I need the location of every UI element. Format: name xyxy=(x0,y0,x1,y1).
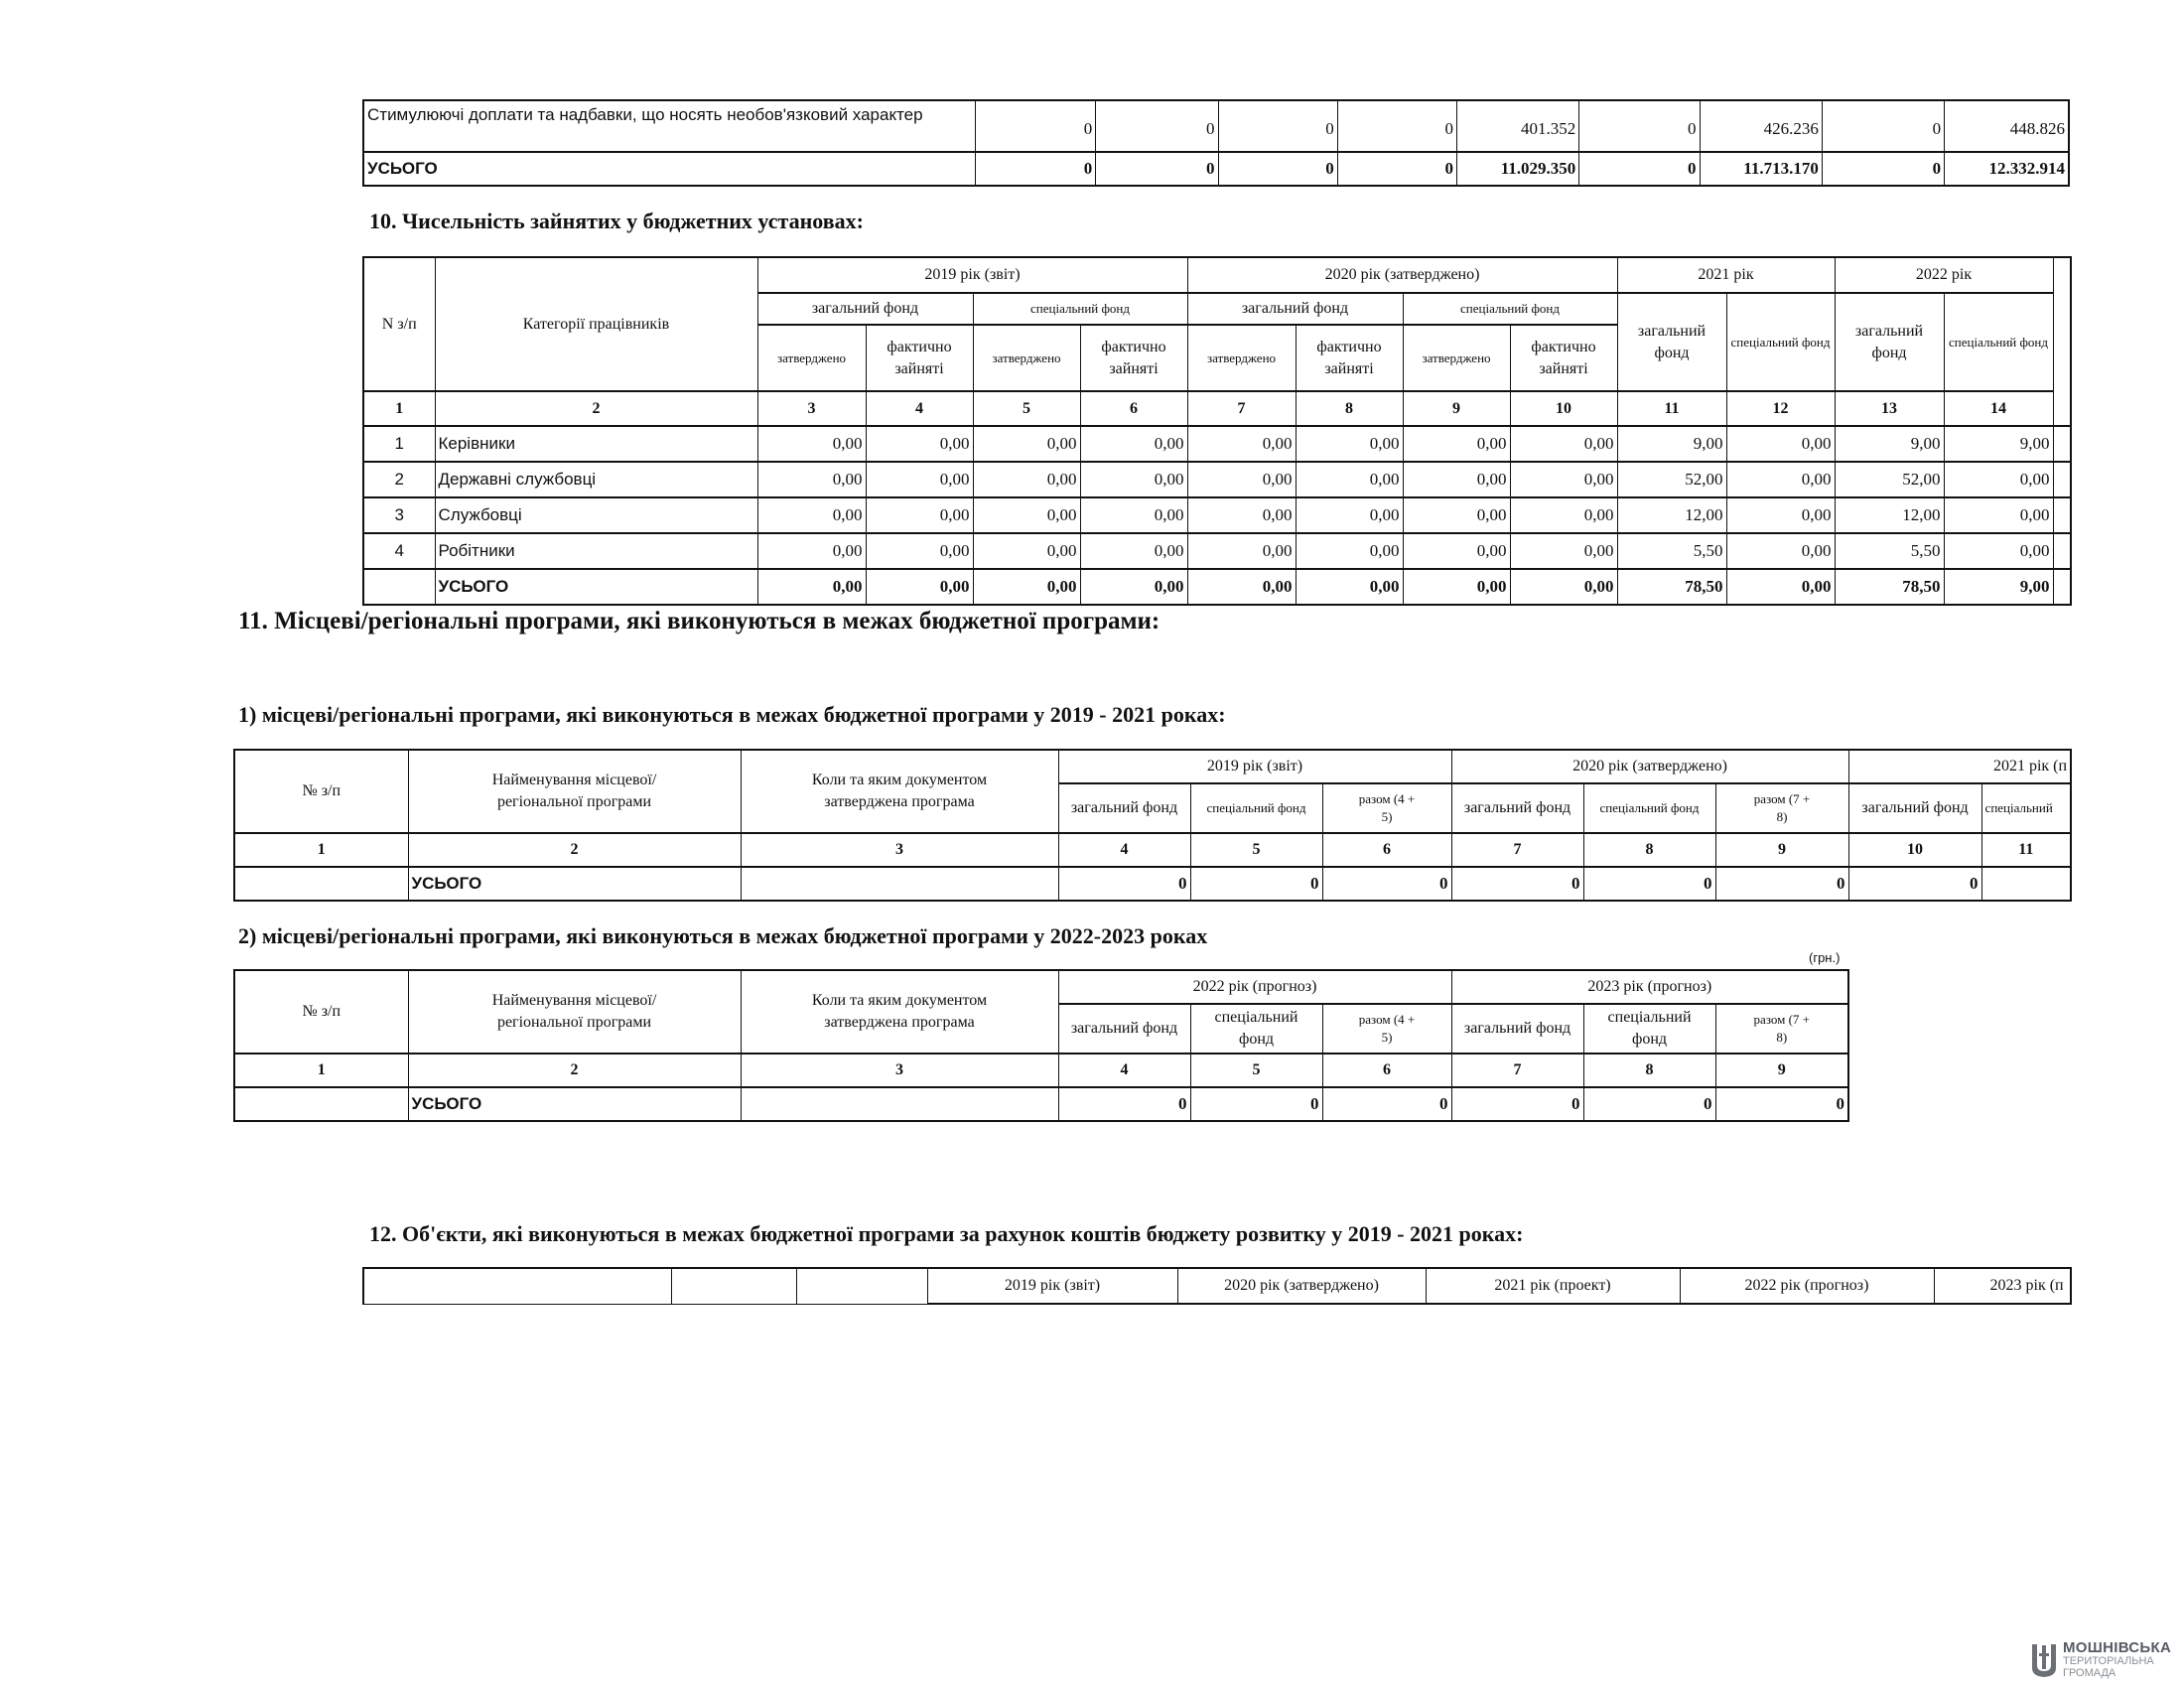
table-cell: 0,00 xyxy=(866,533,973,569)
header-program-name: Найменування місцевої/регіональної програми xyxy=(408,750,741,833)
column-numbers-row xyxy=(363,391,2071,426)
row-label: Службовці xyxy=(435,497,757,533)
header-total-7-8: разом (7 + 8) xyxy=(1715,783,1848,833)
table-cell: 0,00 xyxy=(1403,497,1510,533)
table-cell: 9,00 xyxy=(1944,569,2053,605)
table-cell: 0,00 xyxy=(1296,533,1403,569)
header-num: № з/п xyxy=(234,970,408,1054)
table-cell: 9,00 xyxy=(1835,426,1944,462)
header-total-7-8: разом (7 + 8) xyxy=(1715,1004,1848,1054)
table-cell: 5,50 xyxy=(1835,533,1944,569)
table-row-total xyxy=(234,1087,1848,1121)
table-cell: 0 xyxy=(1218,152,1337,186)
column-number: 9 xyxy=(1715,833,1848,867)
table-cell: 0,00 xyxy=(1080,426,1187,462)
table-cell: 426.236 xyxy=(1700,100,1822,152)
column-number: 5 xyxy=(1190,833,1322,867)
header-n: N з/п xyxy=(363,257,435,391)
table-row-total xyxy=(363,569,2071,605)
header-general-fund: загальний фонд xyxy=(1617,293,1726,391)
table-cell: 0 xyxy=(1822,100,1944,152)
table-row xyxy=(363,462,2071,497)
table-row xyxy=(363,100,2069,152)
table-cell: 0,00 xyxy=(1187,497,1296,533)
table-cell: 0,00 xyxy=(757,533,866,569)
header-special-fund: спеціальний фонд xyxy=(1726,293,1835,391)
column-number: 4 xyxy=(1058,833,1190,867)
header-2020: 2020 рік (затверджено) xyxy=(1451,750,1848,783)
table-row xyxy=(363,533,2071,569)
header-2020: 2020 рік (затверджено) xyxy=(1177,1268,1426,1304)
row-number: 4 xyxy=(363,533,435,569)
header-general-fund: загальний фонд xyxy=(1058,783,1190,833)
table-cell: 0,00 xyxy=(973,497,1080,533)
header-2021: 2021 рік (п xyxy=(1848,750,2071,783)
table-cell: 0,00 xyxy=(1510,533,1617,569)
column-number: 7 xyxy=(1451,833,1583,867)
header-special-fund: спеціальний xyxy=(1981,783,2071,833)
column-number: 8 xyxy=(1583,833,1715,867)
header-2020: 2020 рік (затверджено) xyxy=(1187,257,1617,293)
table-cell: 0,00 xyxy=(1296,569,1403,605)
table-cell: 78,50 xyxy=(1835,569,1944,605)
row-label: УСЬОГО xyxy=(408,867,741,901)
column-number: 2 xyxy=(408,1054,741,1087)
column-number: 9 xyxy=(1403,391,1510,426)
table-cell: 0 xyxy=(1579,152,1700,186)
table-cell: 0,00 xyxy=(1080,462,1187,497)
header-special-fund: спеціальний фонд xyxy=(1190,1004,1322,1054)
header-general-fund: загальний фонд xyxy=(757,293,973,325)
column-number: 11 xyxy=(1981,833,2071,867)
header-cell xyxy=(796,1268,927,1304)
header-total-4-5: разом (4 + 5) xyxy=(1322,783,1451,833)
table-cell: 448.826 xyxy=(1945,100,2069,152)
column-number: 5 xyxy=(1190,1054,1322,1087)
table-row-total xyxy=(363,152,2069,186)
row-label: УСЬОГО xyxy=(363,152,975,186)
community-logo xyxy=(2029,1639,2178,1681)
table-cell: 0,00 xyxy=(1187,533,1296,569)
table-cell: 0,00 xyxy=(1726,533,1835,569)
table-row xyxy=(363,497,2071,533)
objects-table xyxy=(362,1267,2072,1305)
column-number: 1 xyxy=(234,1054,408,1087)
header-actual: фактично зайняті xyxy=(1296,325,1403,391)
table-cell: 0,00 xyxy=(973,426,1080,462)
table-cell: 0,00 xyxy=(1510,462,1617,497)
column-number: 3 xyxy=(741,1054,1058,1087)
section-11-sub2: 2) місцеві/регіональні програми, які виконуються в межах бюджетної програми у 2022-2023 роках xyxy=(238,923,1208,948)
table-cell: 0,00 xyxy=(1296,462,1403,497)
header-2021: 2021 рік (проект) xyxy=(1426,1268,1680,1304)
row-label: УСЬОГО xyxy=(435,569,757,605)
table-cell: 0,00 xyxy=(757,426,866,462)
header-2022: 2022 рік (прогноз) xyxy=(1058,970,1451,1004)
column-number: 13 xyxy=(1835,391,1944,426)
table-cell: 0,00 xyxy=(866,462,973,497)
table-cell: 0,00 xyxy=(1510,426,1617,462)
header-approved: затверджено xyxy=(757,325,866,391)
table-cell: 0,00 xyxy=(1403,462,1510,497)
table-cell: 78,50 xyxy=(1617,569,1726,605)
table-row-total xyxy=(234,867,2071,901)
header-2019: 2019 рік (звіт) xyxy=(757,257,1187,293)
table-cell: 12,00 xyxy=(1617,497,1726,533)
table-cell: 0 xyxy=(1451,1087,1583,1121)
row-label: УСЬОГО xyxy=(408,1087,741,1121)
table-cell: 0,00 xyxy=(1944,462,2053,497)
table-cell: 0,00 xyxy=(973,462,1080,497)
column-number: 1 xyxy=(234,833,408,867)
table-row xyxy=(363,426,2071,462)
table-cell: 0 xyxy=(1715,867,1848,901)
header-2021: 2021 рік xyxy=(1617,257,1835,293)
header-actual: фактично зайняті xyxy=(1080,325,1187,391)
table-cell: 0,00 xyxy=(757,569,866,605)
header-approved: затверджено xyxy=(1187,325,1296,391)
table-cell: 0,00 xyxy=(866,426,973,462)
table-cell: 11.029.350 xyxy=(1457,152,1579,186)
header-general-fund: загальний фонд xyxy=(1848,783,1981,833)
table-cell: 0,00 xyxy=(973,569,1080,605)
table-cell: 0,00 xyxy=(866,569,973,605)
table-cell: 0 xyxy=(1337,100,1456,152)
table-cell: 0,00 xyxy=(1187,569,1296,605)
table-cell: 0,00 xyxy=(1403,533,1510,569)
header-approved: затверджено xyxy=(1403,325,1510,391)
table-cell: 0 xyxy=(1583,867,1715,901)
table-cell: 0,00 xyxy=(1080,497,1187,533)
salary-table xyxy=(362,99,2070,187)
header-document: Коли та яким документом затверджена програма xyxy=(741,750,1058,833)
row-label: Робітники xyxy=(435,533,757,569)
table-cell: 0 xyxy=(1096,152,1218,186)
header-2022: 2022 рік (прогноз) xyxy=(1680,1268,1934,1304)
column-numbers-row xyxy=(234,833,2071,867)
employees-table xyxy=(362,256,2072,606)
row-label: Стимулюючі доплати та надбавки, що носять необов'язковий характер xyxy=(363,100,975,152)
header-2019: 2019 рік (звіт) xyxy=(1058,750,1451,783)
table-cell: 0 xyxy=(975,100,1095,152)
table-cell: 0 xyxy=(1218,100,1337,152)
column-number: 11 xyxy=(1617,391,1726,426)
table-cell: 0 xyxy=(1058,867,1190,901)
header-num: № з/п xyxy=(234,750,408,833)
table-cell: 0 xyxy=(1822,152,1944,186)
table-cell: 0 xyxy=(1322,867,1451,901)
table-cell: 0 xyxy=(1451,867,1583,901)
header-special-fund: спеціальний фонд xyxy=(1944,293,2053,391)
table-cell: 0,00 xyxy=(1944,497,2053,533)
table-cell: 52,00 xyxy=(1617,462,1726,497)
table-cell: 12.332.914 xyxy=(1945,152,2069,186)
table-cell: 0,00 xyxy=(866,497,973,533)
header-program-name: Найменування місцевої/регіональної програми xyxy=(408,970,741,1054)
table-cell: 0 xyxy=(1058,1087,1190,1121)
header-general-fund: загальний фонд xyxy=(1451,1004,1583,1054)
header-category: Категорії працівників xyxy=(435,257,757,391)
header-total-4-5: разом (4 + 5) xyxy=(1322,1004,1451,1054)
row-number: 1 xyxy=(363,426,435,462)
column-number: 14 xyxy=(1944,391,2053,426)
column-number: 6 xyxy=(1322,833,1451,867)
table-cell: 11.713.170 xyxy=(1700,152,1822,186)
table-cell: 0 xyxy=(1190,1087,1322,1121)
logo-line-3: ГРОМАДА xyxy=(2063,1667,2116,1679)
column-number: 6 xyxy=(1322,1054,1451,1087)
column-number: 9 xyxy=(1715,1054,1848,1087)
header-2019: 2019 рік (звіт) xyxy=(927,1268,1177,1304)
column-number: 10 xyxy=(1510,391,1617,426)
header-approved: затверджено xyxy=(973,325,1080,391)
column-number: 6 xyxy=(1080,391,1187,426)
column-number: 2 xyxy=(408,833,741,867)
logo-line-2: ТЕРИТОРІАЛЬНА xyxy=(2063,1655,2154,1667)
header-general-fund: загальний фонд xyxy=(1451,783,1583,833)
row-label: Керівники xyxy=(435,426,757,462)
section-12-title: 12. Об'єкти, які виконуються в межах бюджетної програми за рахунок коштів бюджету розвитку у 2019 - 2021 роках: xyxy=(369,1221,1524,1246)
column-number: 4 xyxy=(1058,1054,1190,1087)
column-numbers-row xyxy=(234,1054,1848,1087)
table-cell: 0,00 xyxy=(757,462,866,497)
table-cell: 0,00 xyxy=(1944,533,2053,569)
table-cell: 0 xyxy=(1715,1087,1848,1121)
table-cell: 401.352 xyxy=(1457,100,1579,152)
table-cell: 0,00 xyxy=(1403,569,1510,605)
table-cell: 0,00 xyxy=(1080,569,1187,605)
table-cell: 0,00 xyxy=(1726,426,1835,462)
table-cell: 0 xyxy=(975,152,1095,186)
table-cell: 12,00 xyxy=(1835,497,1944,533)
header-document: Коли та яким документом затверджена програма xyxy=(741,970,1058,1054)
trident-icon xyxy=(2029,1641,2059,1679)
header-2023: 2023 рік (п xyxy=(1934,1268,2071,1304)
table-cell: 0,00 xyxy=(1510,569,1617,605)
column-number: 10 xyxy=(1848,833,1981,867)
table-cell: 0 xyxy=(1337,152,1456,186)
column-number: 7 xyxy=(1187,391,1296,426)
row-label: Державні службовці xyxy=(435,462,757,497)
table-cell: 0,00 xyxy=(1187,462,1296,497)
column-number: 8 xyxy=(1583,1054,1715,1087)
table-cell: 5,50 xyxy=(1617,533,1726,569)
table-cell: 0,00 xyxy=(1726,569,1835,605)
section-10-title: 10. Чисельність зайнятих у бюджетних установах: xyxy=(369,209,864,233)
section-11-sub1: 1) місцеві/регіональні програми, які виконуються в межах бюджетної програми у 2019 - 2021 роках: xyxy=(238,702,1226,727)
programs-2022-2023-table xyxy=(233,969,1849,1122)
table-cell: 0,00 xyxy=(1296,426,1403,462)
table-cell: 0,00 xyxy=(1080,533,1187,569)
table-cell: 9,00 xyxy=(1617,426,1726,462)
unit-label: (грн.) xyxy=(1809,950,1841,965)
table-cell: 0 xyxy=(1096,100,1218,152)
column-number: 12 xyxy=(1726,391,1835,426)
column-number: 5 xyxy=(973,391,1080,426)
header-special-fund: спеціальний фонд xyxy=(1583,1004,1715,1054)
column-number: 2 xyxy=(435,391,757,426)
table-cell: 0,00 xyxy=(1510,497,1617,533)
table-cell: 0,00 xyxy=(1403,426,1510,462)
section-11-title: 11. Місцеві/регіональні програми, які виконуються в межах бюджетної програми: xyxy=(238,608,1160,634)
header-cell xyxy=(671,1268,796,1304)
programs-2019-2021-table xyxy=(233,749,2072,902)
column-number: 3 xyxy=(757,391,866,426)
table-cell: 0 xyxy=(1190,867,1322,901)
table-cell: 0,00 xyxy=(1726,497,1835,533)
header-cell xyxy=(363,1268,671,1304)
column-number: 7 xyxy=(1451,1054,1583,1087)
table-cell: 0,00 xyxy=(757,497,866,533)
table-cell: 0,00 xyxy=(1296,497,1403,533)
header-general-fund: загальний фонд xyxy=(1187,293,1403,325)
header-2023: 2023 рік (прогноз) xyxy=(1451,970,1848,1004)
table-cell: 0 xyxy=(1848,867,1981,901)
header-actual: фактично зайняті xyxy=(1510,325,1617,391)
column-number: 1 xyxy=(363,391,435,426)
header-special-fund: спеціальний фонд xyxy=(1190,783,1322,833)
table-cell: 0,00 xyxy=(973,533,1080,569)
table-cell: 0 xyxy=(1583,1087,1715,1121)
table-cell: 0 xyxy=(1579,100,1700,152)
header-special-fund: спеціальний фонд xyxy=(1583,783,1715,833)
row-number: 2 xyxy=(363,462,435,497)
table-cell: 52,00 xyxy=(1835,462,1944,497)
header-special-fund: спеціальний фонд xyxy=(1403,293,1617,325)
table-cell: 0,00 xyxy=(1726,462,1835,497)
header-general-fund: загальний фонд xyxy=(1058,1004,1190,1054)
logo-line-1: МОШНІВСЬКА xyxy=(2063,1639,2172,1656)
column-number: 4 xyxy=(866,391,973,426)
header-actual: фактично зайняті xyxy=(866,325,973,391)
row-number: 3 xyxy=(363,497,435,533)
table-cell: 0,00 xyxy=(1187,426,1296,462)
header-special-fund: спеціальний фонд xyxy=(973,293,1187,325)
header-2022: 2022 рік xyxy=(1835,257,2053,293)
table-cell: 0 xyxy=(1322,1087,1451,1121)
table-cell: 9,00 xyxy=(1944,426,2053,462)
column-number: 3 xyxy=(741,833,1058,867)
column-number: 8 xyxy=(1296,391,1403,426)
header-general-fund: загальний фонд xyxy=(1835,293,1944,391)
